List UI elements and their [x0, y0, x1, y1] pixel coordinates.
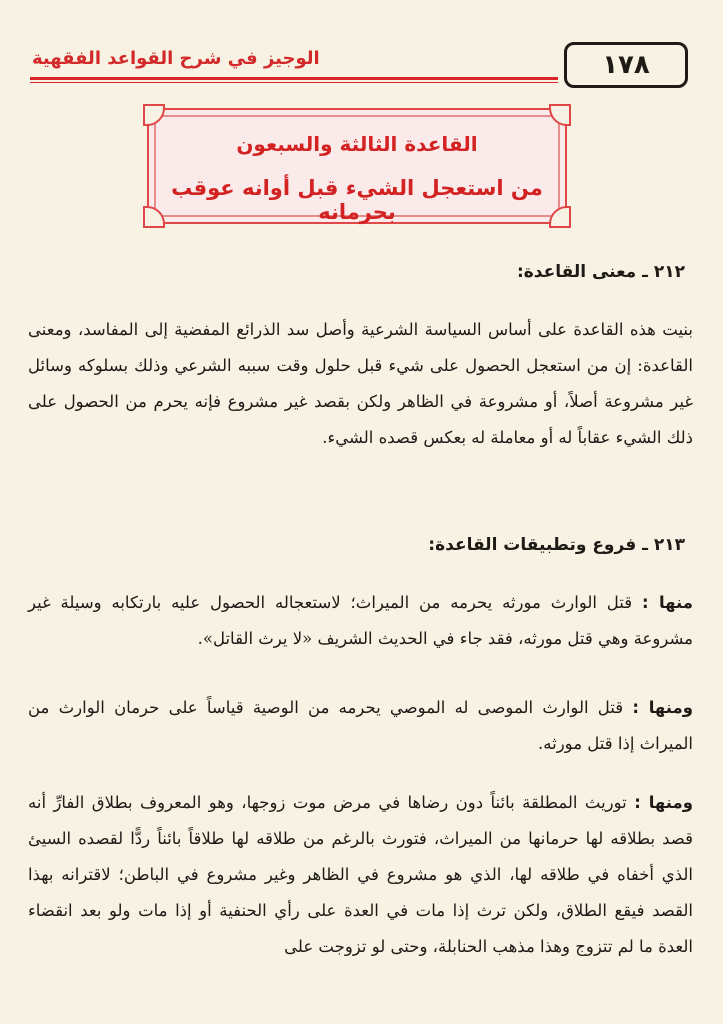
- book-title: الوجيز في شرح القواعد الفقهية: [32, 48, 320, 69]
- branch-text: توريث المطلقة بائناً دون رضاها في مرض موت زوجها، وهو المعروف بطلاق الفارِّ أنه قصد بطلاقه لها حرمانها من الميراث، فتورث بالرغم من طلاقه لها طلاقاً بائناً ردًّا لقصده السيئ الذي أخفاه في طلاقه لها، الذي هو مشروع في الظاهر وغير مشروع في الباطن؛ لاقترانه بهذا القصد فيقع الطلاق، ولكن ترث إذا مات في العدة على رأي الحنفية أو إذا مات ولو بعد انقضاء العدة ما لم تتزوج وهذا مذهب الحنابلة، وحتى لو تزوجت على: [28, 793, 693, 956]
- meaning-paragraph: بنيت هذه القاعدة على أساس السياسة الشرعية وأصل سد الذرائع المفضية إلى المفاسد، ومعنى القاعدة: إن من استعجل الحصول على شيء قبل حلول وقت سببه الشرعي وذلك بسلوكه وسائل غير مشروعة أصلاً، أو مشروعة في الظاهر ولكن بقصد غير مشروع فإنه يحرم من الحصول على ذلك الشيء عقاباً له أو معاملة له بعكس قصده الشيء.: [28, 320, 693, 447]
- branch-paragraph-3: [28, 785, 693, 965]
- rule-text: من استعجل الشيء قبل أوانه عوقب بحرمانه: [171, 176, 543, 224]
- meaning-heading: ٢١٢ ـ معنى القاعدة:: [516, 262, 685, 282]
- branches-heading: ٢١٣ ـ فروع وتطبيقات القاعدة:: [428, 535, 685, 555]
- branch-text: قتل الوارث الموصى له الموصي يحرمه من الوصية قياساً على حرمان الوارث من الميراث إذا قتل مورثه.: [28, 698, 693, 753]
- header-rule: [30, 77, 558, 80]
- frame-corner: [143, 104, 165, 126]
- running-header: [30, 40, 688, 86]
- header-rule-thin: [30, 82, 558, 83]
- branch-lead: منها :: [642, 593, 693, 612]
- branch-text: قتل الوارث مورثه يحرمه من الميراث؛ لاستعجاله الحصول عليه بارتكابه وسيلة غير مشروعة وهي قتل مورثه، فقد جاء في الحديث الشريف «لا يرث القاتل».: [28, 593, 693, 648]
- branch-lead: ومنها :: [632, 698, 693, 717]
- branch-paragraph-2: [28, 690, 693, 762]
- rule-title: القاعدة الثالثة والسبعون: [236, 132, 478, 156]
- branch-paragraph-1: [28, 585, 693, 657]
- branch-lead: ومنها :: [634, 793, 693, 812]
- frame-corner: [549, 104, 571, 126]
- rule-frame: [147, 108, 567, 224]
- page-number: ١٧٨: [564, 42, 688, 88]
